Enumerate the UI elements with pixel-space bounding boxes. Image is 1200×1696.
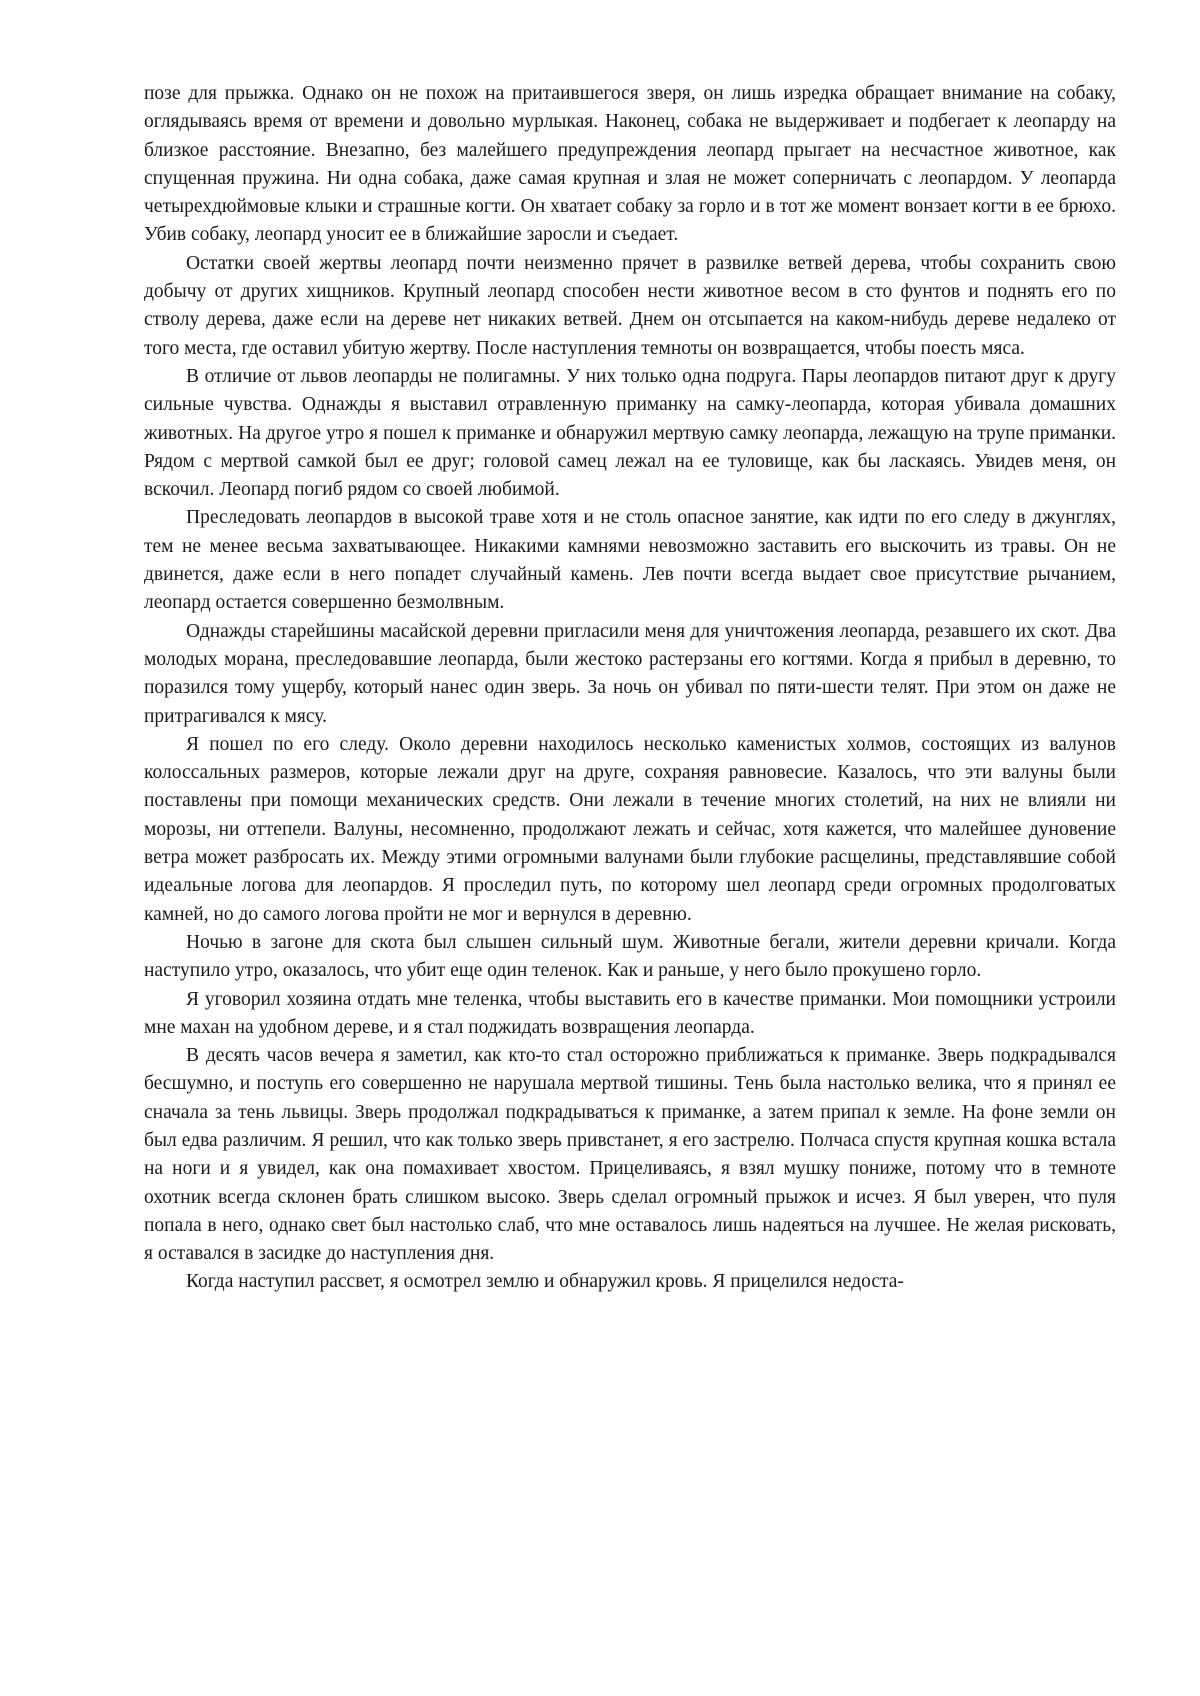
paragraph-6: Я пошел по его следу. Около деревни находилось несколько каменистых холмов, состоящих из валунов колоссальных размеров, которые лежали друг на друге, сохраняя равновесие. Казалось, что эти валуны были поставлены при помощи механических средств. Они лежали в течение многих столетий, на них не влияли ни морозы, ни оттепели. Валуны, несомненно, продолжают лежать и сейчас, хотя кажется, что малейшее дуновение ветра может разбросать их. Между этими огромными валунами были глубокие расщелины, представлявшие собой идеальные логова для леопардов. Я проследил путь, по которому шел леопард среди огромных продолговатых камней, но до самого логова пройти не мог и вернулся в деревню. (144, 733, 1116, 925)
paragraph-3: В отличие от львов леопарды не полигамны. У них только одна подруга. Пары леопардов питают друг к другу сильные чувства. Однажды я выставил отравленную приманку на самку-леопарда, которая убивала домашних животных. На другое утро я пошел к приманке и обнаружил мертвую самку леопарда, лежащую на трупе приманки. Рядом с мертвой самкой был ее друг; головой самец лежал на ее туловище, как бы ласкаясь. Увидев меня, он вскочил. Леопард погиб рядом со своей любимой. (144, 365, 1116, 501)
paragraph-7: Ночью в загоне для скота был слышен сильный шум. Животные бегали, жители деревни кричали. Когда наступило утро, оказалось, что убит еще один теленок. Как и раньше, у него было прокушено горло. (144, 931, 1116, 982)
paragraph-8: Я уговорил хозяина отдать мне теленка, чтобы выставить его в качестве приманки. Мои помощники устроили мне махан на удобном дереве, и я стал поджидать возвращения леопарда. (144, 988, 1116, 1038)
paragraph-2: Остатки своей жертвы леопард почти неизменно прячет в развилке ветвей дерева, чтобы сохранить свою добычу от других хищников. Крупный леопард способен нести животное весом в сто фунтов и поднять его по стволу дерева, даже если на дереве нет никаких ветвей. Днем он отсыпается на каком-нибудь дереве недалеко от того места, где оставил убитую жертву. После наступления темноты он возвращается, чтобы поесть мяса. (144, 252, 1116, 359)
paragraph-9: В десять часов вечера я заметил, как кто-то стал осторожно приближаться к приманке. Зверь подкрадывался бесшумно, и поступь его совершенно не нарушала мертвой тишины. Тень была настолько велика, что я принял ее сначала за тень львицы. Зверь продолжал подкрадываться к приманке, а затем припал к земле. На фоне земли он был едва различим. Я решил, что как только зверь привстанет, я его застрелю. Полчаса спустя крупная кошка встала на ноги и я увидел, как она помахивает хвостом. Прицеливаясь, я взял мушку пониже, потому что в темноте охотник всегда склонен брать слишком высоко. Зверь сделал огромный прыжок и исчез. Я был уверен, что пуля попала в него, однако свет был настолько слаб, что мне оставалось лишь надеяться на лучшее. Не желая рисковать, я оставался в засидке до наступления дня. (144, 1045, 1116, 1265)
paragraph-1: позе для прыжка. Однако он не похож на притаившегося зверя, он лишь изредка обращает внимание на собаку, оглядываясь время от времени и довольно мурлыкая. Наконец, собака не выдерживает и подбегает к леопарду на близкое расстояние. Внезапно, без малейшего предупреждения леопард прыгает на несчастное животное, как спущенная пружина. Ни одна собака, даже самая крупная и злая не может соперничать с леопардом. У леопарда четырехдюймовые клыки и страшные когти. Он хватает собаку за горло и в тот же момент вонзает когти в ее брюхо. Убив собаку, леопард уносит ее в ближайшие заросли и съедает. (144, 83, 1116, 246)
document-page (144, 80, 1116, 1297)
paragraph-5: Однажды старейшины масайской деревни пригласили меня для уничтожения леопарда, резавшего их скот. Два молодых морана, преследовавшие леопарда, были жестоко растерзаны его когтями. Когда я прибыл в деревню, то поразился тому ущербу, который нанес один зверь. За ночь он убивал по пяти-шести телят. При этом он даже не притрагивался к мясу. (144, 620, 1116, 727)
paragraph-4: Преследовать леопардов в высокой траве хотя и не столь опасное занятие, как идти по его следу в джунглях, тем не менее весьма захватывающее. Никакими камнями невозможно заставить его выскочить из травы. Он не двинется, даже если в него попадет случайный камень. Лев почти всегда выдает свое присутствие рычанием, леопард остается совершенно безмолвным. (144, 507, 1116, 614)
paragraph-10: Когда наступил рассвет, я осмотрел землю и обнаружил кровь. Я прицелился недоста- (186, 1271, 904, 1293)
